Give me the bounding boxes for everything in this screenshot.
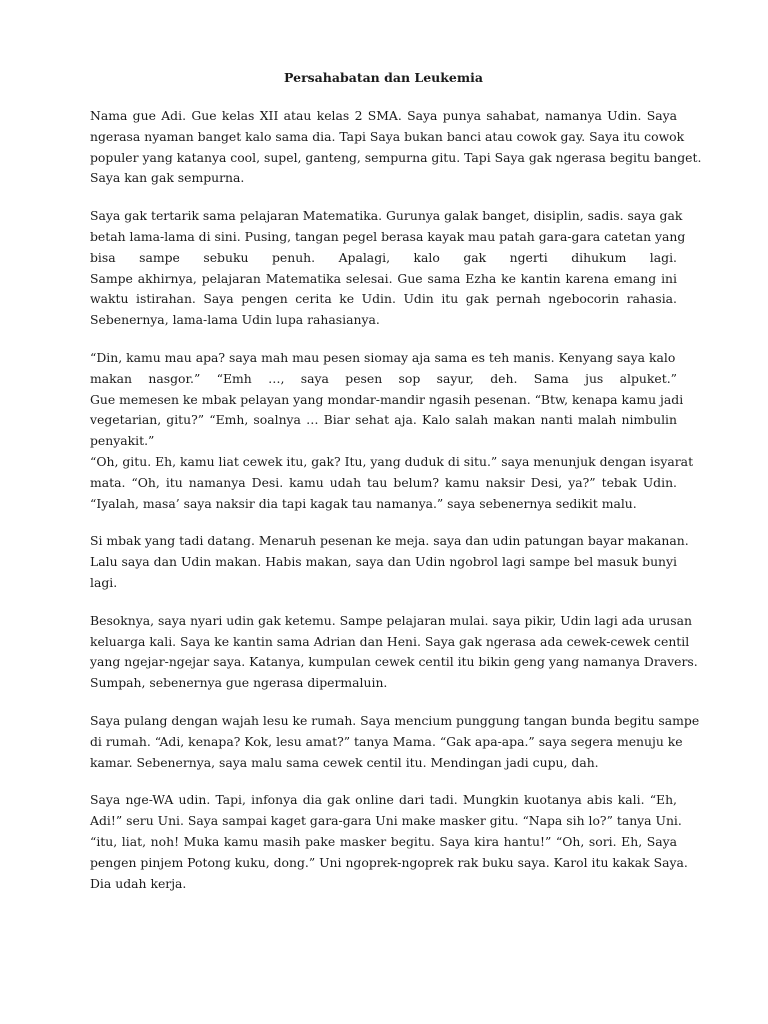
text-line: Sumpah, sebenernya gue ngerasa dipermaluin. bbox=[90, 675, 388, 691]
text-line: Lalu saya dan Udin makan. Habis makan, saya dan Udin ngobrol lagi sampe bel masuk bunyi bbox=[90, 554, 677, 570]
text-line: Saya kan gak sempurna. bbox=[90, 170, 245, 186]
text-line: Gue memesen ke mbak pelayan yang mondar-mandir ngasih pesenan. “Btw, kenapa kamu jadi bbox=[90, 391, 684, 407]
text-line: Si mbak yang tadi datang. Menaruh pesenan ke meja. saya dan udin patungan bayar makanan. bbox=[90, 533, 689, 549]
document-title: Persahabatan dan Leukemia bbox=[284, 70, 483, 85]
paragraph bbox=[90, 106, 702, 189]
text-line: Sampe akhirnya, pelajaran Matematika selesai. Gue sama Ezha ke kantin karena emang ini bbox=[90, 270, 677, 286]
text-line: Dia udah kerja. bbox=[90, 875, 187, 891]
text-line: betah lama-lama di sini. Pusing, tangan pegel berasa kayak mau patah gara-gara catetan yang bbox=[90, 228, 686, 244]
paragraph bbox=[90, 206, 686, 331]
text-line: “itu, liat, noh! Muka kamu masih pake masker begitu. Saya kira hantu!” “Oh, sori. Eh, Saya bbox=[90, 833, 677, 849]
text-line: Sebenernya, lama-lama Udin lupa rahasianya. bbox=[90, 312, 380, 328]
text-line: makan nasgor.” “Emh …, saya pesen sop sayur, deh. Sama jus alpuket.” bbox=[90, 370, 677, 386]
text-line: “Din, kamu mau apa? saya mah mau pesen siomay aja sama es teh manis. Kenyang saya kalo bbox=[90, 349, 676, 365]
text-line: mata. “Oh, itu namanya Desi. kamu udah tau belum? kamu naksir Desi, ya?” tebak Udin. bbox=[90, 474, 677, 490]
document-page bbox=[90, 68, 702, 911]
text-line: kamar. Sebenernya, saya malu sama cewek centil itu. Mendingan jadi cupu, dah. bbox=[90, 754, 599, 770]
paragraph bbox=[90, 348, 694, 514]
text-line: yang ngejar-ngejar saya. Katanya, kumpulan cewek centil itu bikin geng yang namanya Dravers. bbox=[90, 654, 698, 670]
text-line: penyakit.” bbox=[90, 433, 155, 449]
paragraph bbox=[90, 611, 698, 694]
text-line: populer yang katanya cool, supel, ganteng, sempurna gitu. Tapi Saya gak ngerasa begitu banget. bbox=[90, 149, 702, 165]
text-line: keluarga kali. Saya ke kantin sama Adrian dan Heni. Saya gak ngerasa ada cewek-cewek centil bbox=[90, 633, 690, 649]
text-line: Nama gue Adi. Gue kelas XII atau kelas 2 SMA. Saya punya sahabat, namanya Udin. Saya bbox=[90, 108, 677, 123]
text-line: vegetarian, gitu?” “Emh, soalnya … Biar sehat aja. Kalo salah makan nanti malah nimbulin bbox=[90, 412, 677, 428]
text-line: Saya gak tertarik sama pelajaran Matematika. Gurunya galak banget, disiplin, sadis. saya gak bbox=[90, 208, 683, 224]
text-line: Saya pulang dengan wajah lesu ke rumah. Saya mencium punggung tangan bunda begitu sampe bbox=[90, 712, 700, 728]
text-line: “Iyalah, masa’ saya naksir dia tapi kagak tau namanya.” saya sebenernya sedikit malu. bbox=[90, 495, 637, 511]
text-line: “Oh, gitu. Eh, kamu liat cewek itu, gak? Itu, yang duduk di situ.” saya menunjuk dengan isyarat bbox=[90, 453, 694, 469]
text-line: di rumah. “Adi, kenapa? Kok, lesu amat?” tanya Mama. “Gak apa-apa.” saya segera menuju ke bbox=[90, 733, 683, 749]
paragraph bbox=[90, 531, 689, 593]
text-line: pengen pinjem Potong kuku, dong.” Uni ngoprek-ngoprek rak buku saya. Karol itu kakak Saya. bbox=[90, 854, 688, 870]
text-line: bisa sampe sebuku penuh. Apalagi, kalo gak ngerti dihukum lagi. bbox=[90, 249, 677, 265]
text-line: lagi. bbox=[90, 574, 118, 590]
text-line: waktu istirahan. Saya pengen cerita ke Udin. Udin itu gak pernah ngebocorin rahasia. bbox=[90, 291, 677, 307]
text-line: ngerasa nyaman banget kalo sama dia. Tapi Saya bukan banci atau cowok gay. Saya itu cowok bbox=[90, 128, 685, 144]
document-body bbox=[90, 106, 702, 894]
text-line: Besoknya, saya nyari udin gak ketemu. Sampe pelajaran mulai. saya pikir, Udin lagi ada urusan bbox=[90, 612, 692, 628]
paragraph bbox=[90, 711, 700, 773]
text-line: Saya nge-WA udin. Tapi, infonya dia gak online dari tadi. Mungkin kuotanya abis kali. “Eh, bbox=[90, 792, 677, 808]
text-line: Adi!” seru Uni. Saya sampai kaget gara-gara Uni make masker gitu. “Napa sih lo?” tanya Uni. bbox=[90, 813, 682, 829]
paragraph bbox=[90, 790, 688, 894]
